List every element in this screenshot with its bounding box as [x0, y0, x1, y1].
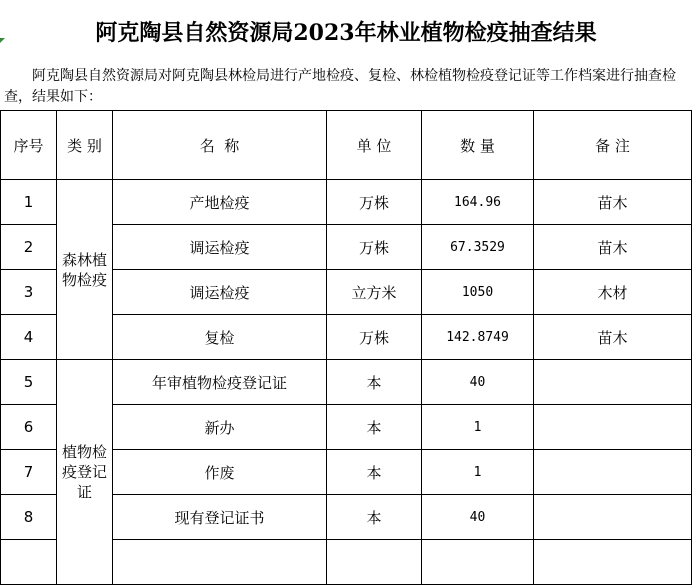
table-row: [1, 180, 692, 225]
row-name: 调运检疫: [113, 225, 327, 270]
header-quantity: 数 量: [422, 111, 534, 180]
row-unit: 本: [327, 405, 422, 450]
row-unit: 立方米: [327, 270, 422, 315]
row-no: 3: [1, 270, 57, 315]
header-unit: 单 位: [327, 111, 422, 180]
row-no: 5: [1, 360, 57, 405]
row-quantity: 40: [422, 360, 534, 405]
document-title: 阿克陶县自然资源局2023年林业植物检疫抽查结果: [95, 19, 597, 46]
row-name: 调运检疫: [113, 270, 327, 315]
row-name: 产地检疫: [113, 180, 327, 225]
intro-paragraph: 阿克陶县自然资源局对阿克陶县林检局进行产地检疫、复检、林检植物检疫登记证等工作档案进行抽查检查，结果如下：: [4, 68, 676, 105]
empty-cell: [1, 540, 57, 585]
row-quantity: 1: [422, 450, 534, 495]
row-unit: 本: [327, 360, 422, 405]
row-unit: 万株: [327, 225, 422, 270]
row-name: 复检: [113, 315, 327, 360]
row-no: 1: [1, 180, 57, 225]
header-name: 名 称: [113, 111, 327, 180]
row-remark: [534, 495, 692, 540]
row-remark: 苗木: [534, 180, 692, 225]
row-quantity: 1: [422, 405, 534, 450]
row-name: 作废: [113, 450, 327, 495]
row-remark: [534, 450, 692, 495]
row-remark: 苗木: [534, 315, 692, 360]
row-unit: 万株: [327, 180, 422, 225]
category-registration: 植物检疫登记证: [57, 360, 113, 585]
row-quantity: 164.96: [422, 180, 534, 225]
empty-cell: [113, 540, 327, 585]
row-name: 新办: [113, 405, 327, 450]
row-unit: 万株: [327, 315, 422, 360]
empty-cell: [534, 540, 692, 585]
row-remark: 木材: [534, 270, 692, 315]
row-name: 年审植物检疫登记证: [113, 360, 327, 405]
header-remark: 备 注: [534, 111, 692, 180]
row-unit: 本: [327, 450, 422, 495]
empty-cell: [327, 540, 422, 585]
row-no: 6: [1, 405, 57, 450]
category-forest: 森林植物检疫: [57, 180, 113, 360]
results-table: [0, 110, 692, 585]
row-unit: 本: [327, 495, 422, 540]
row-no: 8: [1, 495, 57, 540]
table-row: [1, 360, 692, 405]
row-quantity: 67.3529: [422, 225, 534, 270]
row-quantity: 1050: [422, 270, 534, 315]
row-quantity: 142.8749: [422, 315, 534, 360]
row-no: 2: [1, 225, 57, 270]
row-remark: 苗木: [534, 225, 692, 270]
table-header-row: [1, 111, 692, 180]
row-quantity: 40: [422, 495, 534, 540]
header-no: 序号: [1, 111, 57, 180]
row-remark: [534, 360, 692, 405]
row-name: 现有登记证书: [113, 495, 327, 540]
row-remark: [534, 405, 692, 450]
empty-cell: [422, 540, 534, 585]
header-category: 类 别: [57, 111, 113, 180]
row-no: 4: [1, 315, 57, 360]
row-no: 7: [1, 450, 57, 495]
cell-marker: [0, 38, 5, 43]
